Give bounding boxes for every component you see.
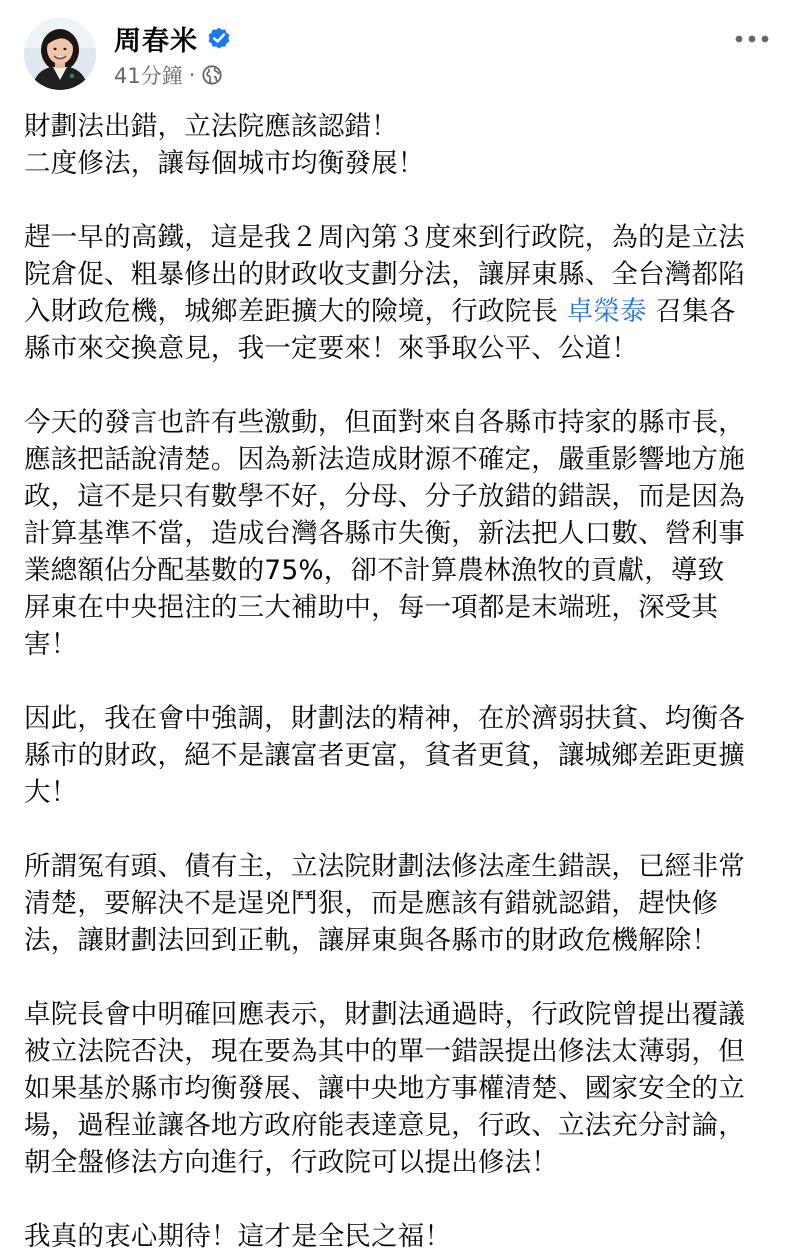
post-line: 趕一早的高鐵，這是我２周內第３度來到行政院，為的是立法 — [24, 222, 745, 253]
paragraph-gap — [24, 367, 784, 404]
mention-before-text: 入財政危機，城鄉差距擴大的險境，行政院長 — [24, 296, 567, 327]
profile-photo — [24, 18, 96, 90]
post-line: 所謂冤有頭、債有主，立法院財劃法修法產生錯誤，已經非常 — [24, 851, 745, 882]
post-body — [24, 108, 784, 1255]
post-line: 因此，我在會中強調，財劃法的精神，在於濟弱扶貧、均衡各 — [24, 703, 745, 734]
post-line: 二度修法，讓每個城市均衡發展！ — [24, 148, 425, 179]
post-header — [24, 18, 776, 90]
paragraph-gap — [24, 1181, 784, 1218]
post-line: 院倉促、粗暴修出的財政收支劃分法，讓屏東縣、全台灣都陷 — [24, 259, 745, 290]
paragraph-gap — [24, 811, 784, 848]
post-line: 應該把話說清楚。因為新法造成財源不確定，嚴重影響地方施 — [24, 444, 745, 475]
post-line: 政，這不是只有數學不好，分母、分子放錯的錯誤，而是因為 — [24, 481, 745, 512]
post-line: 如果基於縣市均衡發展、讓中央地方事權清楚、國家安全的立 — [24, 1073, 745, 1104]
post-line: 屏東在中央挹注的三大補助中，每一項都是末端班，深受其 — [24, 592, 719, 623]
post-line: 法，讓財劃法回到正軌，讓屏東與各縣市的財政危機解除！ — [24, 925, 719, 956]
post-line: 場，過程並讓各地方政府能表達意見，行政、立法充分討論， — [24, 1110, 745, 1141]
author-row — [114, 20, 232, 56]
post-meta — [114, 60, 232, 90]
post-timestamp[interactable]: 41分鐘 — [114, 64, 183, 88]
meta-separator: · — [188, 63, 196, 87]
author-block — [114, 20, 232, 90]
paragraph-gap — [24, 182, 784, 219]
post-line: 計算基準不當，造成台灣各縣市失衡，新法把人口數、營利事 — [24, 518, 745, 549]
post-line: 縣市來交換意見，我一定要來！來爭取公平、公道！ — [24, 333, 639, 364]
verified-badge-icon — [206, 25, 232, 51]
more-options-icon — [734, 34, 770, 44]
post-line: 被立法院否決，現在要為其中的單一錯誤提出修法太薄弱，但 — [24, 1036, 745, 1067]
avatar[interactable] — [24, 18, 96, 90]
paragraph-gap — [24, 663, 784, 700]
post-line: 卓院長會中明確回應表示，財劃法通過時，行政院曾提出覆議 — [24, 999, 745, 1030]
more-options-button[interactable] — [732, 26, 772, 52]
post-line: 財劃法出錯，立法院應該認錯！ — [24, 111, 398, 142]
post-line: 今天的發言也許有些激動，但面對來自各縣市持家的縣市長， — [24, 407, 745, 438]
globe-icon[interactable] — [201, 64, 223, 86]
post-line: 朝全盤修法方向進行，行政院可以提出修法！ — [24, 1147, 558, 1178]
post-line-with-mention — [24, 293, 784, 330]
post-line: 大！ — [24, 777, 78, 808]
post-line: 清楚，要解決不是逞兇鬥狠，而是應該有錯就認錯，趕快修 — [24, 888, 719, 919]
paragraph-gap — [24, 959, 784, 996]
post-line: 業總額佔分配基數的75%，卻不計算農林漁牧的貢獻，導致 — [24, 555, 725, 586]
post-line: 我真的衷心期待！這才是全民之福！ — [24, 1221, 452, 1252]
mention-link[interactable]: 卓榮泰 — [566, 296, 647, 327]
post-line: 害！ — [24, 629, 78, 660]
author-name[interactable]: 周春米 — [114, 25, 198, 57]
mention-after-text: 召集各 — [646, 296, 736, 327]
post-line: 縣市的財政，絕不是讓富者更富，貧者更貧，讓城鄉差距更擴 — [24, 740, 745, 771]
